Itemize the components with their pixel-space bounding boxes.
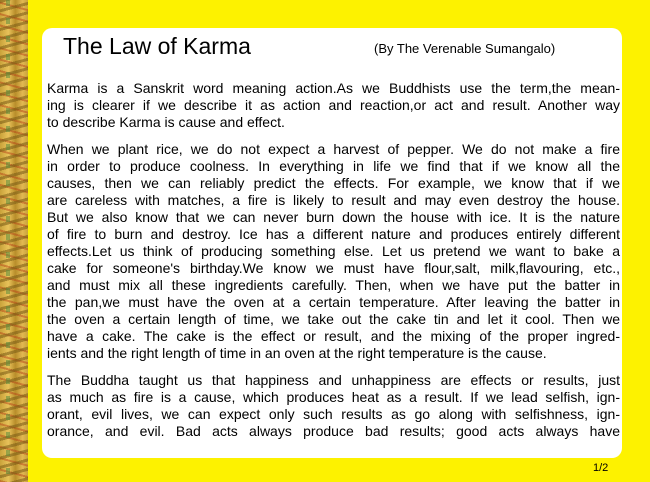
text-line: Karma is a Sanskrit word meaning action.As we Buddhists use the term,the mean- <box>47 80 620 96</box>
text-line: are careless with matches, a fire is likely to result and may even destroy the house. <box>47 192 620 208</box>
text-line: as much as fire is a cause, which produces heat as a result. If we lead selfish, ign- <box>47 389 620 405</box>
page-number: 1/2 <box>593 462 609 474</box>
text-line: of fire to burn and destroy. Ice has a different nature and produces entirely different <box>47 226 620 242</box>
author-byline: (By The Verenable Sumangalo) <box>374 41 556 56</box>
text-line: The Buddha taught us that happiness and unhappiness are effects or results, just <box>47 372 620 388</box>
text-line: and must mix all these ingredients carefully. Then, when we have put the batter in <box>47 277 620 293</box>
text-line: orance, and evil. Bad acts always produce bad results; good acts always have <box>47 423 620 439</box>
decorative-border-strip <box>0 0 28 482</box>
document-body <box>47 80 620 450</box>
paragraph-2 <box>47 141 620 362</box>
text-line: in order to produce coolness. In everything in life we find that if we know all the <box>47 158 620 174</box>
text-line: to describe Karma is cause and effect. <box>47 114 285 130</box>
frame-right-edge <box>636 0 650 482</box>
text-line: But we also know that we can never burn down the house with ice. It is the nature <box>47 209 620 225</box>
paragraph-1 <box>47 80 620 131</box>
paragraph-3 <box>47 372 620 440</box>
text-line: have a cake. The cake is the effect or result, and the mixing of the proper ingred- <box>47 328 620 344</box>
text-line: the oven a certain length of time, we take out the cake tin and let it cool. Then we <box>47 311 620 327</box>
text-line: effects.Let us think of producing something else. Let us pretend we want to bake a <box>47 243 620 259</box>
text-line: cake for someone's birthday.We know we must have flour,salt, milk,flavouring, etc., <box>47 260 620 276</box>
text-line: the pan,we must have the oven at a certain temperature. After leaving the batter in <box>47 294 620 310</box>
page-title: The Law of Karma <box>63 33 251 59</box>
text-line: ients and the right length of time in an oven at the right temperature is the cause. <box>47 345 547 361</box>
text-line: When we plant rice, we do not expect a harvest of pepper. We do not make a fire <box>47 141 620 157</box>
text-line: ing is clearer if we describe it as action and reaction,or act and result. Another way <box>47 97 620 113</box>
text-line: orant, evil lives, we can expect only such results as go along with selfishness, ign- <box>47 406 620 422</box>
text-line: causes, then we can reliably predict the effects. For example, we know that if we <box>47 175 620 191</box>
